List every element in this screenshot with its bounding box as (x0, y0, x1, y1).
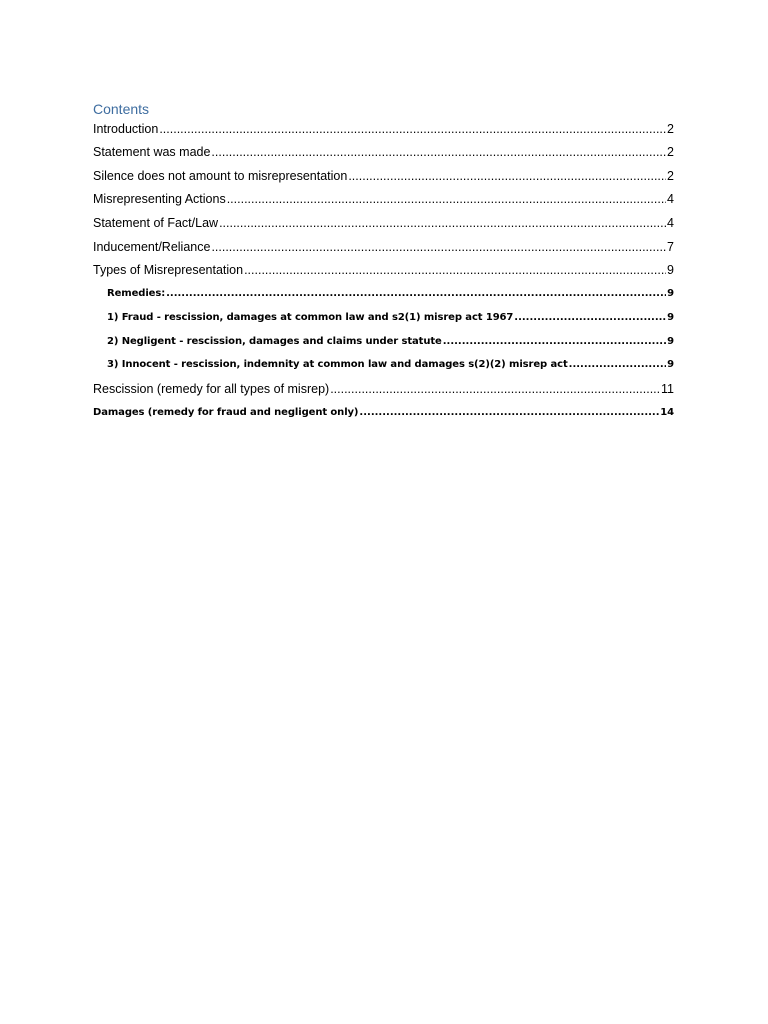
toc-entry-text: Misrepresenting Actions (93, 192, 226, 206)
toc-leader-dots (211, 239, 666, 255)
toc-entry-text: Types of Misrepresentation (93, 263, 244, 277)
toc-entry-text: Damages (remedy for fraud and negligent only) (93, 407, 359, 418)
toc-leader-dots (244, 262, 666, 278)
toc-entry-remedies[interactable] (107, 287, 674, 301)
toc-entry-inducement-reliance[interactable] (93, 239, 674, 255)
toc-entry-negligent[interactable] (107, 335, 674, 349)
toc-page-number: 14 (660, 407, 674, 418)
toc-leader-dots (330, 381, 660, 397)
toc-entry-rescission[interactable] (93, 381, 674, 397)
toc-leader-dots (227, 191, 666, 207)
toc-entry-misrepresenting-actions[interactable] (93, 191, 674, 207)
toc-entry-text: Statement of Fact/Law (93, 216, 219, 230)
toc-page-number: 4 (667, 216, 674, 230)
toc-title: Contents (93, 101, 150, 117)
toc-entry-text: 2) Negligent - rescission, damages and claims under statute (107, 336, 442, 347)
toc-page-number: 7 (667, 240, 674, 254)
toc-page-number: 9 (667, 263, 674, 277)
toc-leader-dots (159, 121, 666, 137)
toc-leader-dots (359, 406, 659, 420)
toc-entry-fraud[interactable] (107, 311, 674, 325)
toc-entry-introduction[interactable] (93, 121, 674, 137)
toc-page-number: 9 (667, 312, 674, 323)
toc-entry-text: Silence does not amount to misrepresentation (93, 169, 348, 183)
toc-leader-dots (569, 358, 667, 372)
toc-entry-text: Statement was made (93, 145, 211, 159)
toc-page-number: 9 (667, 359, 674, 370)
toc-page-number: 11 (661, 382, 674, 396)
toc-leader-dots (166, 287, 666, 301)
toc-entry-text: Remedies: (107, 288, 166, 299)
toc-page-number: 4 (667, 192, 674, 206)
toc-entry-silence[interactable] (93, 168, 674, 184)
toc-entry-innocent[interactable] (107, 358, 674, 372)
toc-entry-types-of-misrepresentation[interactable] (93, 262, 674, 278)
toc-leader-dots (219, 215, 666, 231)
toc-page-number: 2 (667, 169, 674, 183)
toc-page-number: 2 (667, 122, 674, 136)
toc-page-number: 9 (667, 336, 674, 347)
toc-entry-text: Rescission (remedy for all types of misrep) (93, 382, 330, 396)
toc-entry-damages[interactable] (93, 406, 674, 420)
toc-leader-dots (348, 168, 666, 184)
toc-entry-text: Introduction (93, 122, 159, 136)
toc-leader-dots (211, 144, 666, 160)
toc-page-number: 2 (667, 145, 674, 159)
toc-entry-text: 3) Innocent - rescission, indemnity at common law and damages s(2)(2) misrep act (107, 359, 568, 370)
toc-page-number: 9 (667, 288, 674, 299)
toc-entry-text: 1) Fraud - rescission, damages at common law and s2(1) misrep act 1967 (107, 312, 514, 323)
toc-entry-text: Inducement/Reliance (93, 240, 211, 254)
toc-leader-dots (443, 335, 666, 349)
toc-entry-statement-was-made[interactable] (93, 144, 674, 160)
toc-leader-dots (514, 311, 666, 325)
toc-entry-statement-of-fact-law[interactable] (93, 215, 674, 231)
